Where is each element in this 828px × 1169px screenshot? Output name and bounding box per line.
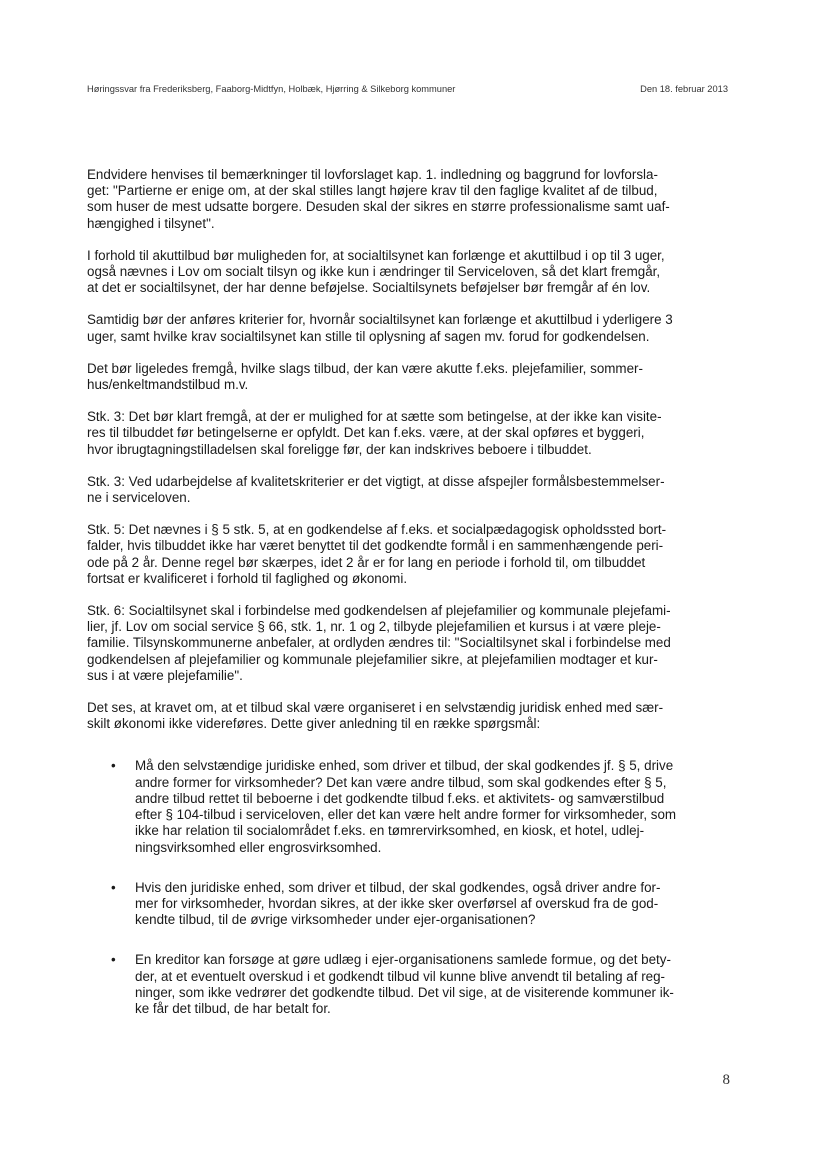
paragraph: Stk. 6: Socialtilsynet skal i forbindelse med godkendelsen af plejefamilier og kommunale plejefami- lier, jf. Lov om social service § 66, stk. 1, nr. 1 og 2, tilbyde plejefamilien et kursus i at være pleje- familie. Tilsynskommunerne anbefaler, at ordlyden ændres til: "Socialtilsynet skal i forbindelse med godkendelsen af plejefamilier og kommunale plejefamilier sikre, at plejefamilien modtager et kur- sus i at være plejefamilie".	[87, 603, 671, 683]
bullet-icon: •	[111, 758, 116, 774]
bullet-icon: •	[111, 952, 116, 968]
paragraph: Stk. 3: Ved udarbejdelse af kvalitetskriterier er det vigtigt, at disse afspejler formålsbestemmelser- ne i serviceloven.	[87, 473, 665, 506]
paragraph: Det bør ligeledes fremgå, hvilke slags tilbud, der kan være akutte f.eks. plejefamilier, sommer- hus/enkeltmandstilbud m.v.	[87, 360, 643, 393]
page-number: 8	[722, 1072, 730, 1088]
paragraph: Det ses, at kravet om, at et tilbud skal være organiseret i en selvstændig juridisk enhed med sær- skilt økonomi ikke videreføres. Dette giver anledning til en række spørgsmål:	[87, 700, 664, 732]
paragraph: Samtidig bør der anføres kriterier for, hvornår socialtilsynet kan forlænge et akuttilbud i yderligere 3 uger, samt hvilke krav socialtilsynet kan stille til oplysning af sagen mv. forud for godkendelsen.	[87, 312, 673, 344]
list-item-text: Må den selvstændige juridiske enhed, som driver et tilbud, der skal godkendes jf. § 5, drive andre former for virksomheder? Det kan være andre tilbud, som skal godkendes efter § 5, andre tilbud rettet til beboerne i det godkendte tilbud f.eks. et aktivitets- og samværstilbud efter § 104-tilbud i serviceloven, eller det kan være helt andre former for virksomheder, som ikke har relation til socialområdet f.eks. en tømrervirksomhed, en kiosk, et hotel, udlej- ningsvirksomhed eller engrosvirksomhed.	[135, 758, 677, 855]
paragraph: Endvidere henvises til bemærkninger til lovforslaget kap. 1. indledning og baggrund for lovforsla- get: "Partierne er enige om, at der skal stilles langt højere krav til den faglige kvalitet af de tilbud, som huser de mest udsatte borgere. Desuden skal der sikres en større professionalisme samt uaf- hængighed i tilsynet".	[87, 167, 670, 231]
list-item	[87, 952, 732, 1017]
list-item-text: En kreditor kan forsøge at gøre udlæg i ejer-organisationens samlede formue, og det bety- der, at et eventuelt overskud i et godkendt tilbud vil kunne blive anvendt til betaling af reg- ninger, som ikke vedrører det godkendte tilbud. Det vil sige, at de visiterende kommuner ik- ke får det tilbud, de har betalt for.	[135, 952, 674, 1016]
list-item	[87, 758, 732, 855]
document-body	[87, 167, 732, 1041]
question-list	[87, 758, 732, 1017]
bullet-icon: •	[111, 879, 116, 895]
header-date: Den 18. februar 2013	[640, 84, 728, 94]
list-item-text: Hvis den juridiske enhed, som driver et tilbud, der skal godkendes, også driver andre for- mer for virksomheder, hvordan sikres, at der ikke sker overførsel af overskud fra de god- kendte tilbud, til de øvrige virksomheder under ejer-organisationen?	[135, 879, 661, 928]
paragraph: Stk. 5: Det nævnes i § 5 stk. 5, at en godkendelse af f.eks. et socialpædagogisk opholdssted bort- falder, hvis tilbuddet ikke har været benyttet til det godkendte formål i en sammenhængende peri- ode på 2 år. Denne regel bør skærpes, idet 2 år er for lang en periode i forhold til, om tilbuddet fortsat er kvalificeret i forhold til faglighed og økonomi.	[87, 522, 667, 586]
page-header	[87, 84, 728, 94]
list-item	[87, 880, 732, 929]
header-title: Høringssvar fra Frederiksberg, Faaborg-Midtfyn, Holbæk, Hjørring & Silkeborg kommuner	[87, 84, 456, 94]
paragraph: I forhold til akuttilbud bør muligheden for, at socialtilsynet kan forlænge et akuttilbud i op til 3 uger, også nævnes i Lov om socialt tilsyn og ikke kun i ændringer til Serviceloven, så det klart fremgår, at det er socialtilsynet, der har denne beføjelse. Socialtilsynets beføjelser bør fremgår af én lov.	[87, 247, 665, 296]
paragraph: Stk. 3: Det bør klart fremgå, at der er mulighed for at sætte som betingelse, at der ikke kan visite- res til tilbuddet før betingelserne er opfyldt. Det kan f.eks. være, at der skal opføres et byggeri, hvor ibrugtagningstilladelsen skal foreligge før, der kan indskrives beboere i tilbuddet.	[87, 409, 662, 457]
